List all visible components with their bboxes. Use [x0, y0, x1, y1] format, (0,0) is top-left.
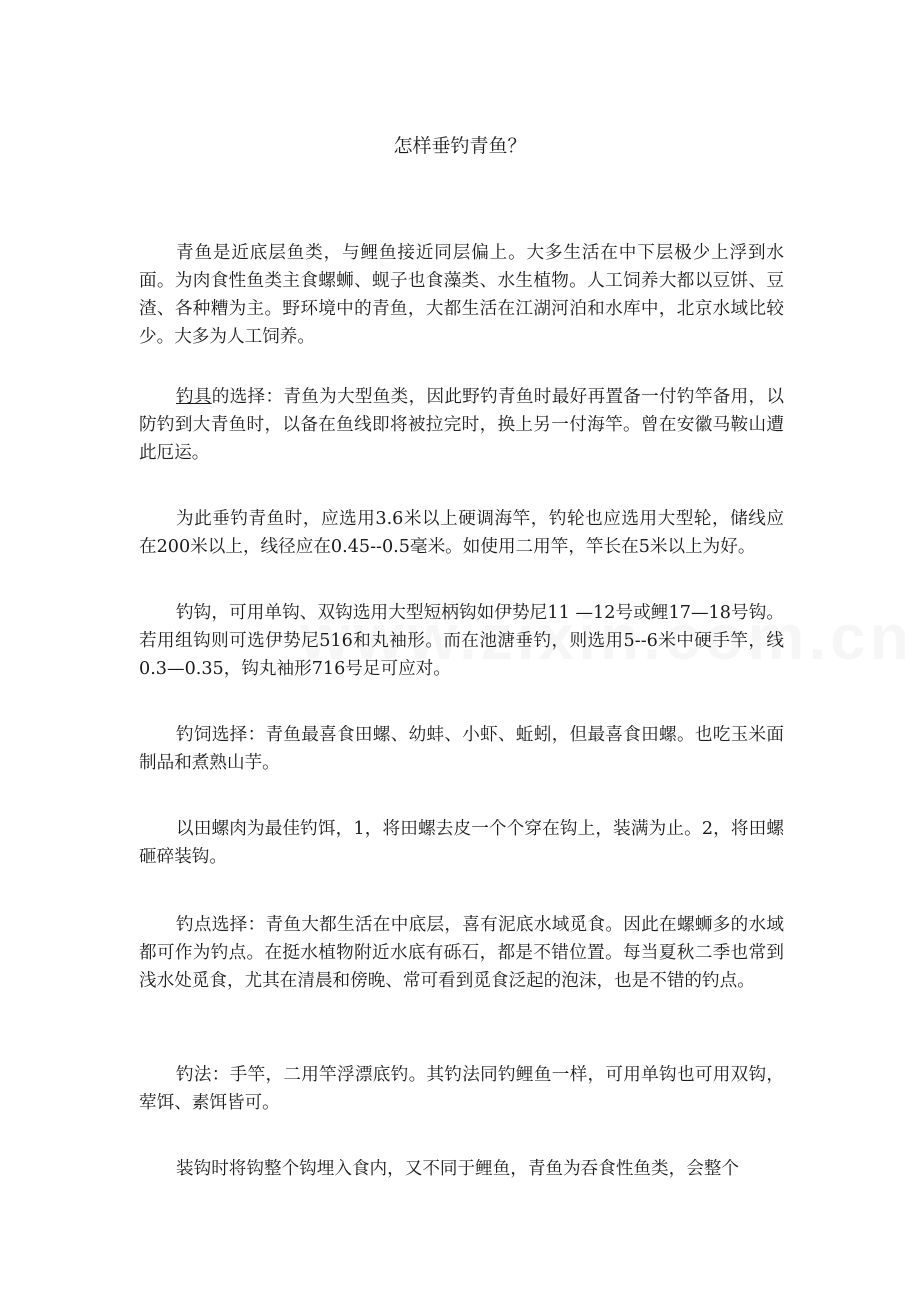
- paragraph-rod: 为此垂钓青鱼时，应选用3.6米以上硬调海竿，钓轮也应选用大型轮，储线应在200米以上，线径应在0.45--0.5毫米。如使用二用竿，竿长在5米以上为好。: [139, 509, 784, 557]
- paragraph-hooking: 装钩时将钩整个钩埋入食内，又不同于鲤鱼，青鱼为吞食性鱼类，会整个: [176, 1159, 740, 1179]
- paragraph-intro: 青鱼是近底层鱼类，与鲤鱼接近同层偏上。大多生活在中下层极少上浮到水面。为肉食性鱼类主食螺蛳、蚬子也食藻类、水生植物。人工饲养大都以豆饼、豆渣、各种糟为主。野环境中的青鱼，大都生活在江湖河泊和水库中，北京水域比较少。大多为人工饲养。: [139, 243, 784, 347]
- paragraph-hook: 钓钩，可用单钩、双钩选用大型短柄钩如伊势尼11 —12号或鲤17—18号钩。若用组钩则可选伊势尼516和丸袖形。而在池溏垂钓，则选用5--6米中硬手竿，线0.3—0.35，钩丸袖形716号足可应对。: [139, 603, 784, 679]
- paragraph-tackle-text: 的选择：青鱼为大型鱼类，因此野钓青鱼时最好再置备一付钓竿备用，以防钓到大青鱼时，以备在鱼线即将被拉完时，换上另一付海竿。曾在安徽马鞍山遭此厄运。: [139, 387, 784, 463]
- paragraph-bait-method: 以田螺肉为最佳钓饵，1，将田螺去皮一个个穿在钩上，装满为止。2，将田螺砸碎装钩。: [139, 819, 784, 867]
- paragraph-method: 钓法：手竿，二用竿浮漂底钓。其钓法同钓鲤鱼一样，可用单钩也可用双钩，荤饵、素饵皆可。: [139, 1065, 784, 1113]
- page-title: 怎样垂钓青鱼？: [393, 135, 527, 157]
- tackle-link[interactable]: 钓具: [176, 387, 212, 407]
- paragraph-spot: 钓点选择：青鱼大都生活在中底层，喜有泥底水域觅食。因此在螺蛳多的水域都可作为钓点。在挺水植物附近水底有砾石，都是不错位置。每当夏秋二季也常到浅水处觅食，尤其在清晨和傍晚、常可看到觅食泛起的泡沫，也是不错的钓点。: [139, 915, 784, 991]
- paragraph-tackle: [139, 383, 784, 467]
- paragraph-bait: 钓饲选择：青鱼最喜食田螺、幼蚌、小虾、蚯蚓，但最喜食田螺。也吃玉米面制品和煮熟山芋。: [139, 725, 784, 773]
